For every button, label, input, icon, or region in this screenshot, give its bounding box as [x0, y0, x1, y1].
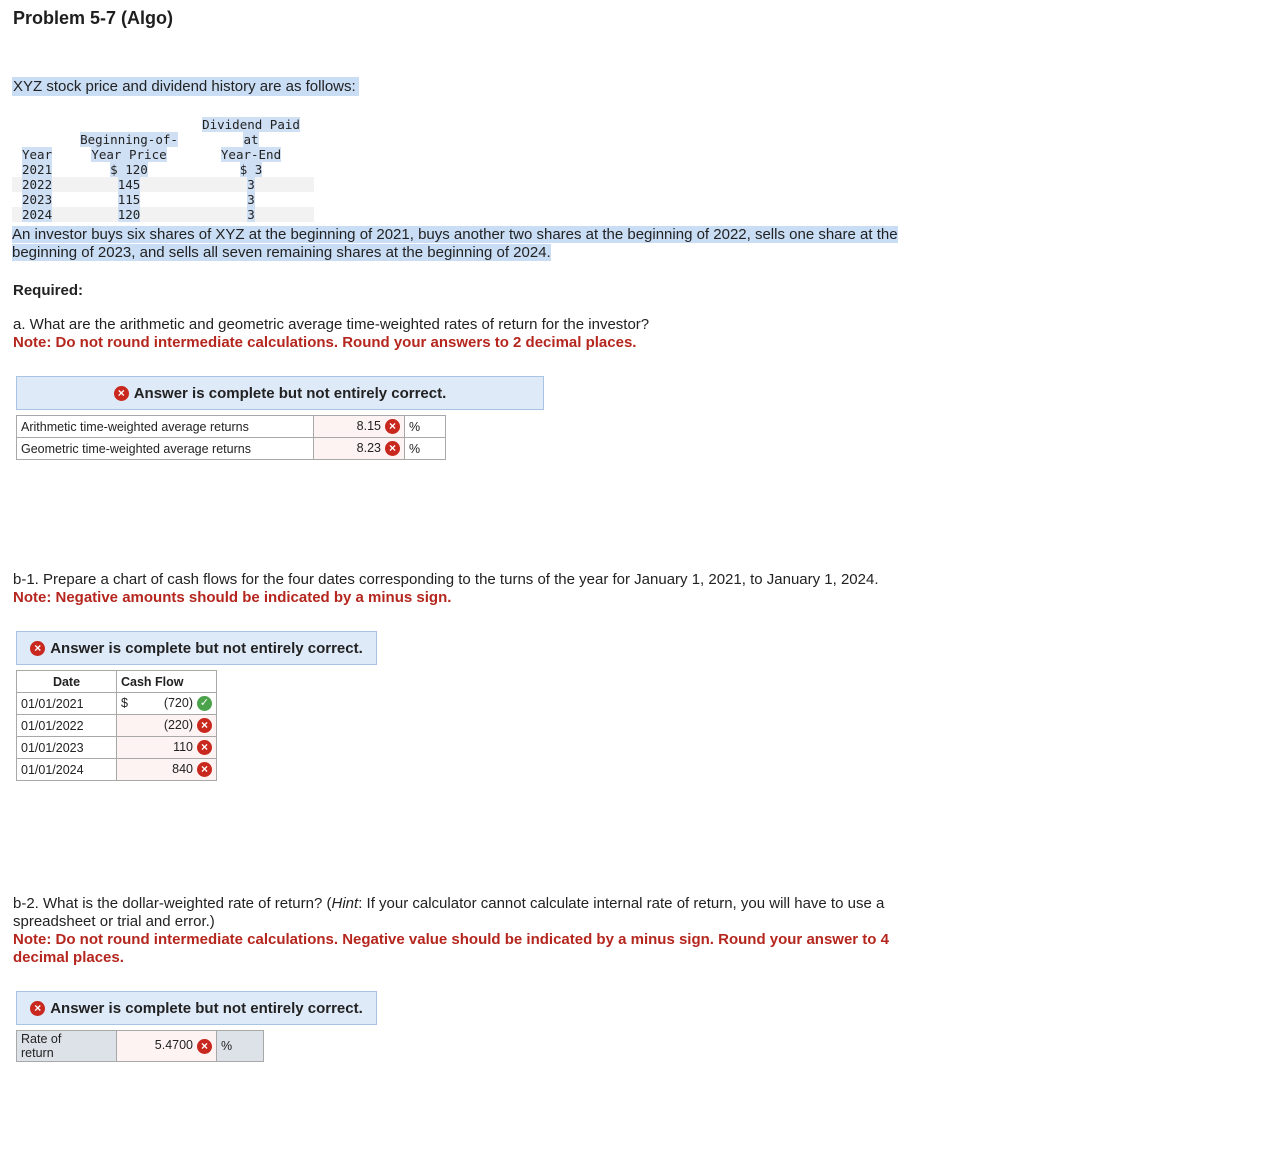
x-circle-icon: × — [114, 386, 129, 401]
row-label: Arithmetic time-weighted average returns — [17, 416, 314, 438]
table-header-row — [17, 671, 217, 693]
rate-of-return-field[interactable]: 5.4700 × — [117, 1031, 217, 1062]
intro-text: XYZ stock price and dividend history are as follows: — [12, 78, 359, 96]
cashflow-field[interactable]: 110 × — [117, 737, 217, 759]
table-row — [17, 759, 217, 781]
part-a-question: a. What are the arithmetic and geometric average time-weighted rates of return for the investor? Note: Do not round intermediate calculations. Round your answers to 2 decimal places. — [13, 316, 650, 351]
date-cell: 01/01/2024 — [17, 759, 117, 781]
page-title: Problem 5-7 (Algo) — [13, 8, 174, 28]
unit-label: % — [405, 416, 446, 438]
cash-flow-table — [16, 670, 217, 781]
col-div-header-2: Year-End — [220, 147, 282, 162]
table-row — [17, 416, 446, 438]
date-cell: 01/01/2021 — [17, 693, 117, 715]
history-row: 2023 115 3 — [22, 192, 255, 207]
row-label: Geometric time-weighted average returns — [17, 438, 314, 460]
part-a-answer-table — [16, 415, 446, 460]
problem-paragraph: An investor buys six shares of XYZ at the beginning of 2021, buys another two shares at the beginning of 2022, sells one share at the beginning of 2023, and sells all seven remaining shares at the beginning of 2024. — [12, 226, 898, 261]
part-b1-banner: × Answer is complete but not entirely correct. — [16, 631, 377, 665]
rate-of-return-table — [16, 1030, 264, 1062]
cashflow-field[interactable]: 840 × — [117, 759, 217, 781]
date-cell: 01/01/2022 — [17, 715, 117, 737]
part-a-note: Note: Do not round intermediate calculations. Round your answers to 2 decimal places. — [13, 334, 637, 351]
x-circle-icon: × — [385, 441, 400, 456]
table-row — [17, 438, 446, 460]
history-row: 2022 145 3 — [12, 177, 314, 192]
table-row — [17, 737, 217, 759]
col-price-header-2: Year Price — [91, 147, 167, 162]
date-cell: 01/01/2023 — [17, 737, 117, 759]
geometric-return-field[interactable]: 8.23 × — [314, 438, 405, 460]
part-b2-banner: × Answer is complete but not entirely correct. — [16, 991, 377, 1025]
x-circle-icon: × — [197, 718, 212, 733]
x-circle-icon: × — [197, 740, 212, 755]
part-b2-note: Note: Do not round intermediate calculations. Negative value should be indicated by a minus sign. Round your answer to 4 decimal places. — [13, 931, 889, 966]
col-cashflow-header: Cash Flow — [117, 671, 217, 693]
table-row — [17, 1031, 264, 1062]
rate-of-return-label: Rate of return — [17, 1031, 117, 1062]
cashflow-field[interactable]: (220) × — [117, 715, 217, 737]
x-circle-icon: × — [197, 762, 212, 777]
check-circle-icon: ✓ — [197, 696, 212, 711]
col-year-header: Year — [22, 147, 53, 162]
unit-label: % — [217, 1031, 264, 1062]
col-date-header: Date — [17, 671, 117, 693]
x-circle-icon: × — [385, 419, 400, 434]
history-table — [12, 117, 314, 222]
part-b1-question: b-1. Prepare a chart of cash flows for the four dates corresponding to the turns of the year for January 1, 2021, to January 1, 2024. Note: Negative amounts should be indicated by a minus sign. — [13, 571, 879, 606]
col-price-header-1: Beginning-of- — [80, 132, 178, 147]
required-heading: Required: — [13, 282, 84, 299]
cashflow-field[interactable]: $ (720) ✓ — [117, 693, 217, 715]
x-circle-icon: × — [30, 1001, 45, 1016]
history-row: 2024 120 3 — [12, 207, 314, 222]
part-b1-note: Note: Negative amounts should be indicated by a minus sign. — [13, 589, 452, 606]
table-row — [17, 693, 217, 715]
table-row — [17, 715, 217, 737]
currency-symbol: $ — [121, 695, 128, 710]
x-circle-icon: × — [30, 641, 45, 656]
arithmetic-return-field[interactable]: 8.15 × — [314, 416, 405, 438]
part-b2-question: b-2. What is the dollar-weighted rate of return? (Hint: If your calculator cannot calculate internal rate of return, you will have to use a spreadsheet or trial and error.) Note: Do not round intermediate calculations. Negative value should be indicated by a minus sign. Round your answer to 4 decimal places. — [13, 895, 953, 967]
x-circle-icon: × — [197, 1039, 212, 1054]
history-row: 2021 $ 120 $ 3 — [22, 162, 263, 177]
col-div-header-1: Dividend Paid at — [202, 117, 300, 147]
part-a-banner: × Answer is complete but not entirely correct. — [16, 376, 544, 410]
unit-label: % — [405, 438, 446, 460]
